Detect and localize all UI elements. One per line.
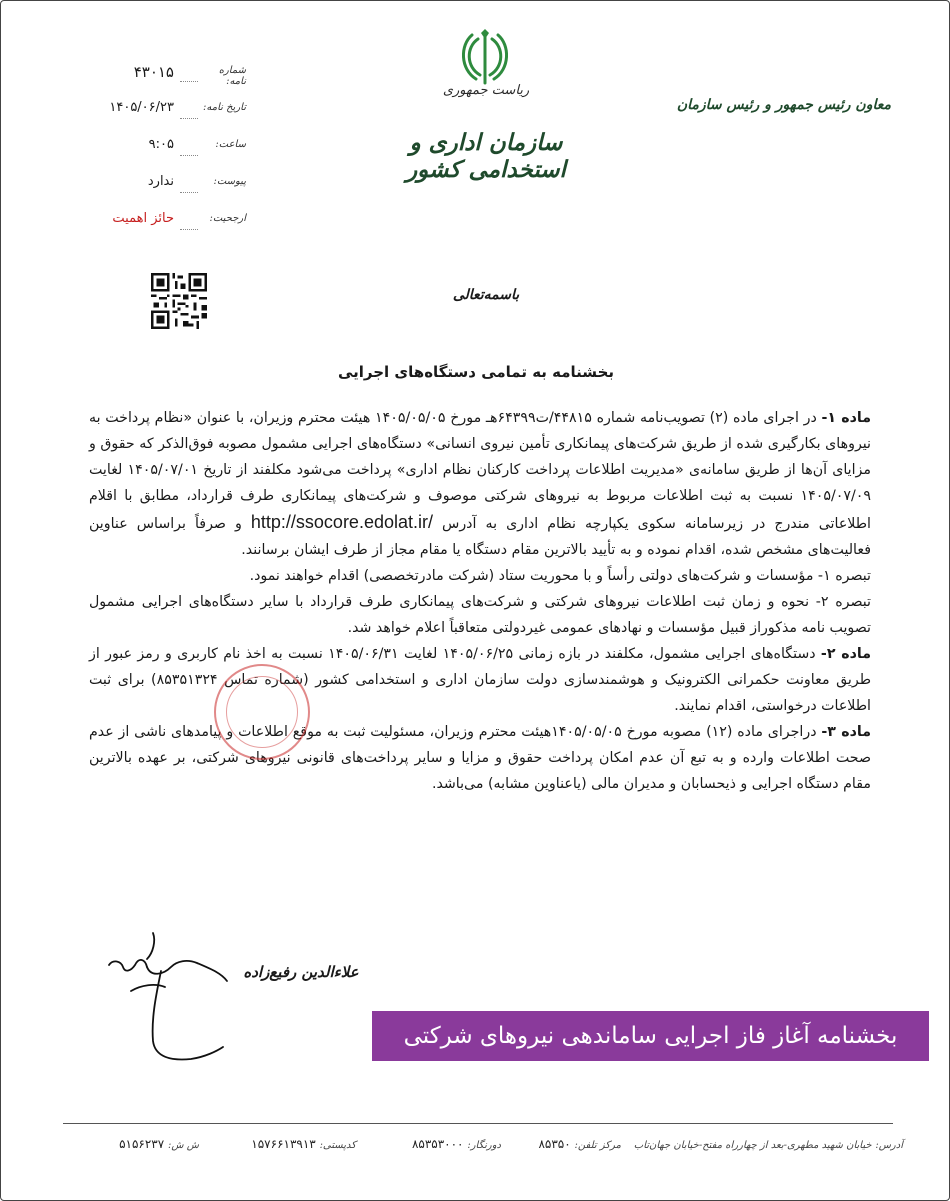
ssocore-link[interactable]: http://ssocore.edolat.ir/ [250,512,433,532]
priority-value: حائز اهمیت [112,211,174,226]
deputy-title: معاون رئیس جمهور و رئیس سازمان [676,97,891,113]
footer-divider [63,1123,893,1124]
presidency-label: ریاست جمهوری [442,83,530,98]
note-1: تبصره ۱- مؤسسات و شرکت‌های دولتی رأساً و با محوریت ستاد (شرکت مادرتخصصی) اقدام خواهند نمود. [249,568,871,584]
circular-title: بخشنامه به تمامی دستگاه‌های اجرایی [337,363,615,381]
meta-date: تاریخ نامه: ۱۴۰۵/۰۶/۲۳ [96,100,246,120]
meta-priority: ارجحیت: حائز اهمیت [96,211,246,231]
footer-postal-code: کدپستی: ۱۵۷۶۶۱۳۹۱۳ [251,1137,356,1151]
organization-title: سازمان اداری و استخدامی کشور [406,129,566,183]
article-2: ماده ۲- دستگاه‌های اجرایی مشمول، مکلفند در بازه زمانی ۱۴۰۵/۰۶/۲۵ لغایت ۱۴۰۵/۰۶/۳۱ نسبت به اخذ نام کاربری و رمز عبور از طریق معاونت حکمرانی الکترونیک و هوشمندسازی دولت سازمان اداری و استخدامی کشور (شماره تماس ۸۵۳۵۱۳۲۴) برای ثبت اطلاعات درخواستی، اقدام نمایند. [89,646,871,714]
meta-attachment: پیوست: ندارد [96,174,246,194]
footer-fax: دورنگار: ۸۵۳۵۳۰۰۰ [411,1137,501,1151]
footer-address: آدرس: خیابان شهید مطهری-بعد از چهارراه مفتح-خیابان جهان‌تاب [633,1140,903,1151]
signer-name: علاءالدین رفیع‌زاده [243,963,359,981]
note-2: تبصره ۲- نحوه و زمان ثبت اطلاعات نیروهای شرکتی و شرکت‌های پیمانکاری طرف قرارداد با سایر دستگاه‌های اجرایی مشمول تصویب نامه مذکوراز قبیل مؤسسات و نهادهای عمومی غیردولتی متعاقباً اعلام خواهد شد. [89,594,872,636]
article-1: ماده ۱- در اجرای ماده (۲) تصویب‌نامه شماره ۴۴۸۱۵/ت۶۴۳۹۹هـ مورخ ۱۴۰۵/۰۵/۰۵ هیئت محترم وزیران، با عنوان «نظام پرداخت به نیروهای بکارگیری شده از طریق شرکت‌های پیمانکاری تأمین نیروی انسانی» دستگاه‌های اجرایی مشمول مصوبه فوق‌الذکر که حقوق و مزایای آن‌ها از طریق سامانه‌ی «مدیریت اطلاعات پرداخت کارکنان نظام اداری» پرداخت می‌شود مکلفند از تاریخ ۱۴۰۵/۰۷/۰۱ لغایت ۱۴۰۵/۰۷/۰۹ نسبت به ثبت اطلاعات مربوط به نیروهای شرکتی موصوف و شرکت‌های پیمانکاری طرف قرارداد، مطابق با اقلام اطلاعاتی مندرج در زیرسامانه سکوی یکپارچه نظام اداری به آدرس http://ssocore.edolat.ir/ و صرفاً براساس عناوین فعالیت‌های مشخص شده، اقدام نموده و به تأیید بالاترین مقام دستگاه یا مقام مجاز از طرف ایشان برسانند. [89,410,871,558]
footer-phone: مرکز تلفن: ۸۵۳۵۰ [538,1137,621,1151]
footer [1,1137,950,1161]
circular-body [89,405,871,797]
article-3: ماده ۳- دراجرای ماده (۱۲) مصوبه مورخ ۱۴۰۵/۰۵/۰۵هیئت محترم وزیران، مسئولیت ثبت به موقع اطلاعات و پیامدهای ناشی از عدم صحت اطلاعات وارده و به تبع آن عدم امکان پرداخت حقوق و مزایا و سایر پرداخت‌های قانونی نیروهای شرکتی، بر عهده بالاترین مقام دستگاه اجرایی و ذیحسابان و مدیران مالی (یاعناوین مشابه) می‌باشد. [89,724,871,792]
meta-time: ساعت: ۹:۰۵ [96,137,246,157]
iran-emblem-icon [458,29,512,87]
watermark-stamp [214,664,310,760]
handwritten-signature [101,921,231,1071]
meta-number: شماره نامه: ۴۳۰۱۵ [133,63,246,87]
headline-banner: بخشنامه آغاز فاز اجرایی ساماندهی نیروهای شرکتی [372,1011,929,1061]
footer-national-id: ش ش: ۵۱۵۶۲۳۷ [119,1137,199,1151]
basmala-heading: باسمه‌تعالی [452,287,520,303]
qr-code-icon [151,273,207,329]
